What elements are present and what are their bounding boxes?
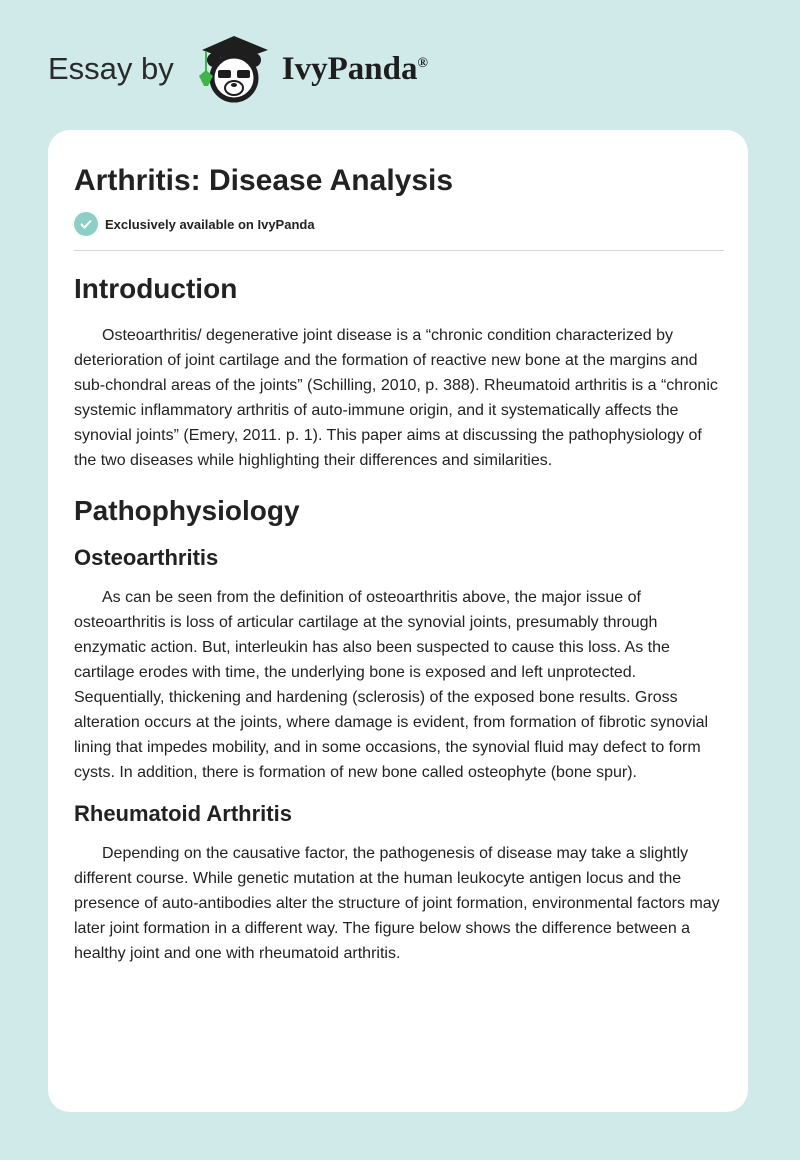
registered-mark: ® (417, 55, 428, 71)
paragraph-introduction: Osteoarthritis/ degenerative joint disease is a “chronic condition characterized by deterioration of joint cartilage and the formation of reactive new bone at the margins and sub-chondral areas of the joints” (Schilling, 2010, p. 388). Rheumatoid arthritis is a “chronic systemic inflammatory arthritis of auto-immune origin, and it systematically affects the synovial joints” (Emery, 2011. p. 1). This paper aims at discussing the pathophysiology of the two diseases while highlighting their differences and similarities. (74, 327, 718, 469)
essay-card (48, 130, 748, 1112)
badge-text: Exclusively available on IvyPanda (105, 216, 315, 232)
panda-graduate-icon (194, 34, 274, 104)
section-heading-introduction: Introduction (74, 273, 238, 304)
ivypanda-logo[interactable] (194, 34, 428, 104)
exclusive-badge (74, 212, 724, 251)
brand-text: IvyPanda (281, 50, 418, 87)
section-heading-pathophysiology: Pathophysiology (74, 495, 300, 526)
brand-name (282, 51, 428, 88)
paragraph-osteoarthritis: As can be seen from the definition of osteoarthritis above, the major issue of osteoarthritis is loss of articular cartilage at the synovial joints, presumably through enzymatic action. But, interleukin has also been suspected to cause this loss. As the cartilage erodes with time, the underlying bone is exposed and left unprotected. Sequentially, thickening and hardening (sclerosis) of the exposed bone results. Gross alteration occurs at the joints, where damage is evident, from formation of fibrotic synovial lining that impedes mobility, and in some occasions, the synovial fluid may defect to form cysts. In addition, there is formation of new bone called osteophyte (bone spur). (74, 589, 709, 781)
subheading-rheumatoid-arthritis: Rheumatoid Arthritis (74, 801, 292, 826)
check-icon (74, 212, 98, 236)
site-header (48, 34, 428, 104)
subheading-osteoarthritis: Osteoarthritis (74, 545, 219, 570)
page-title: Arthritis: Disease Analysis (74, 164, 454, 197)
essay-by-label: Essay by (48, 51, 174, 86)
paragraph-rheumatoid-arthritis: Depending on the causative factor, the pathogenesis of disease may take a slightly different course. While genetic mutation at the human leukocyte antigen locus and the presence of auto-antibodies alter the structure of joint formation, environmental factors may later joint formation in a different way. The figure below shows the difference between a healthy joint and one with rheumatoid arthritis. (74, 845, 720, 962)
